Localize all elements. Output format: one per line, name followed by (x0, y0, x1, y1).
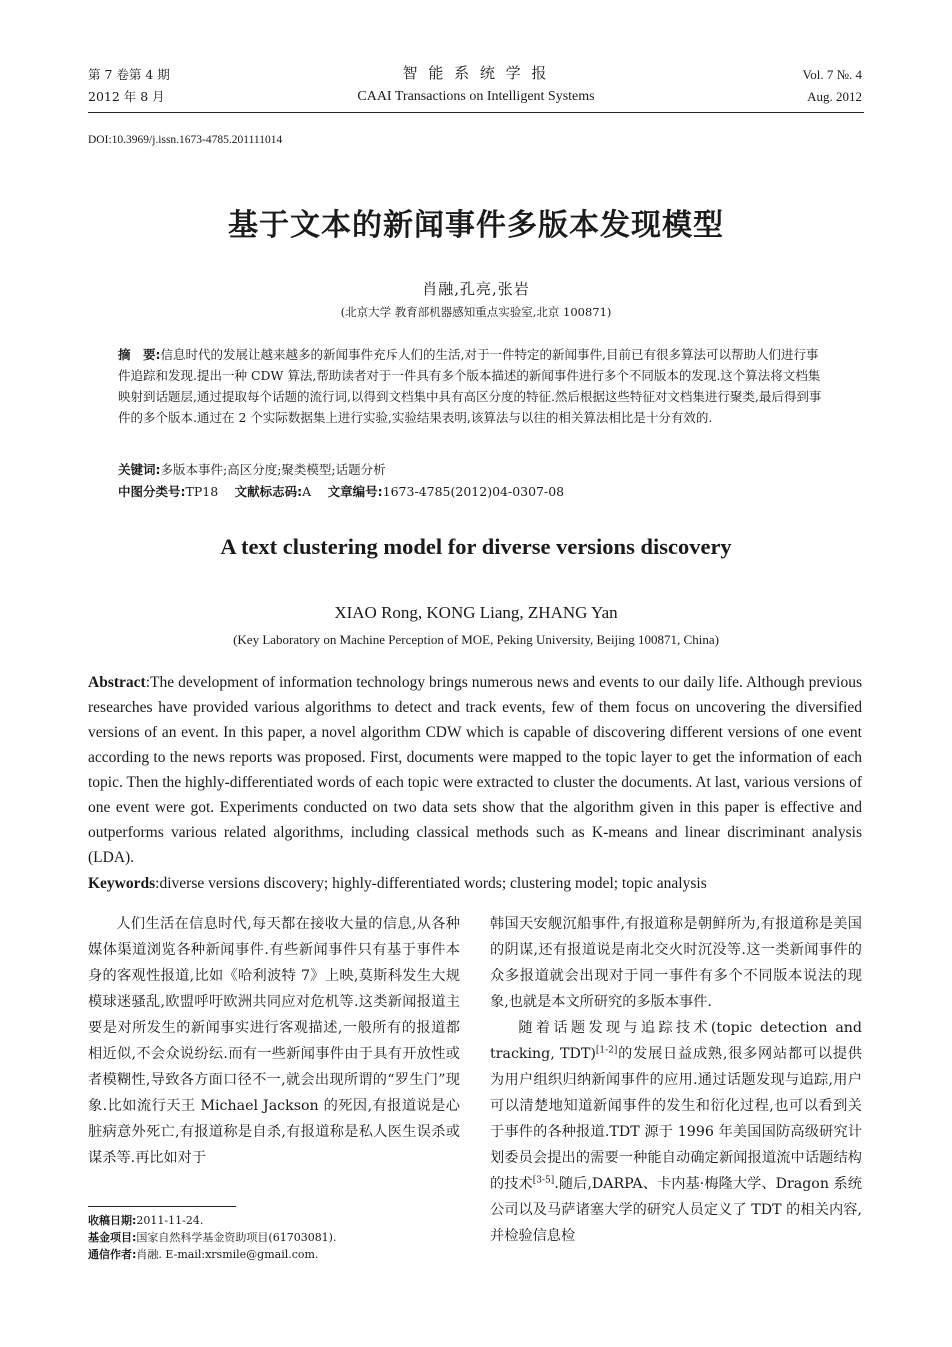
header-volume-en: Vol. 7 №. 4 (802, 67, 862, 82)
footnote-fund: 基金项目:国家自然科学基金资助项目(61703081). (88, 1231, 337, 1244)
body-right-column (490, 911, 862, 1249)
footnote (88, 1212, 468, 1263)
article-label: 文章编号: (327, 484, 383, 499)
header-date-cn: 2012 年 8 月 (88, 89, 165, 104)
keywords-en-text: :diverse versions discovery; highly-differentiated words; clustering model; topic analysis (155, 875, 707, 892)
keywords-en-label: Keywords (88, 875, 156, 892)
keywords-cn-label: 关键词: (118, 462, 161, 477)
header-journal-cn: 智 能 系 统 学 报 (402, 64, 550, 82)
header-rule (88, 112, 864, 113)
header-volume-cn: 第 7 卷第 4 期 (88, 67, 170, 82)
authors-en: XIAO Rong, KONG Liang, ZHANG Yan (334, 603, 618, 622)
citation-ref: [1-2] (595, 1045, 618, 1056)
abstract-cn-label: 摘 要: (118, 347, 161, 362)
abstract-cn (118, 344, 830, 428)
header-journal-en: CAAI Transactions on Intelligent Systems (357, 89, 595, 104)
footnote-rule (88, 1206, 236, 1207)
doi: DOI:10.3969/j.issn.1673-4785.201111014 (88, 134, 283, 146)
abstract-cn-text: 信息时代的发展让越来越多的新闻事件充斥人们的生活,对于一件特定的新闻事件,目前已有很多算法可以帮助人们进行事件追踪和发现.提出一种 CDW 算法,帮助读者对于一件具有多个版本描述的新闻事件进行多个不同版本的发现.这个算法将文档集映射到话题层,通过提取每个话题的流行词,以得到文档集中具有高区分度的特征.然后根据这些特征对文档集进行聚类,最后得到事件的多个版本.通过在 2 个实际数据集上进行实验,实验结果表明,该算法与以往的相关算法相比是十分有效的. (118, 347, 822, 425)
header-date-en: Aug. 2012 (807, 89, 862, 104)
body-paragraph: 人们生活在信息时代,每天都在接收大量的信息,从各种媒体渠道浏览各种新闻事件.有些新闻事件只有基于事件本身的客观性报道,比如《哈利波特 7》上映,莫斯科发生大规模球迷骚乱,欧盟呼吁欧洲共同应对危机等.这类新闻报道主要是对所发生的新闻事实进行客观描述,一般所有的报道都相近似,不会众说纷纭.而有一些新闻事件由于具有开放性或者模糊性,导致各方面口径不一,就会出现所谓的“罗生门”现象.比如流行天王 Michael Jackson 的死因,有报道说是心脏病意外死亡,有报道称是自杀,有报道称是私人医生误杀或谋杀等.再比如对于 (88, 916, 460, 1166)
page-title-cn: 基于文本的新闻事件多版本发现模型 (228, 208, 724, 243)
abstract-en (88, 670, 862, 870)
article-value: 1673-4785(2012)04-0307-08 (382, 484, 565, 499)
citation-ref: [3-5] (532, 1175, 555, 1186)
authors-cn: 肖融,孔亮,张岩 (422, 280, 530, 298)
affiliation-en: (Key Laboratory on Machine Perception of MOE, Peking University, Beijing 100871, China) (233, 632, 719, 647)
footnote-author: 通信作者:肖融. E-mail:xrsmile@gmail.com. (88, 1248, 319, 1261)
footnote-received: 收稿日期:2011-11-24. (88, 1214, 204, 1227)
class-label: 中图分类号: (118, 484, 186, 499)
abstract-en-label: Abstract (88, 674, 146, 691)
keywords-en (88, 871, 862, 896)
doc-value: A (302, 484, 312, 499)
affiliation-cn: (北京大学 教育部机器感知重点实验室,北京 100871) (340, 305, 612, 319)
doc-label: 文献标志码: (234, 484, 303, 499)
body-paragraph: 随着话题发现与追踪技术(topic detection and tracking, TDT)[1-2]的发展日益成熟,很多网站都可以提供为用户组织归纳新闻事件的应用.通过话题发现与追踪,用户可以清楚地知道新闻事件的发生和衍化过程,也可以看到关于事件的各种报道.TDT 源于 1996 年美国国防高级研究计划委员会提出的需要一种能自动确定新闻报道流中话题结构的技术[3-5].随后,DARPA、卡内基·梅隆大学、Dragon 系统公司以及马萨诸塞大学的研究人员定义了 TDT 的相关内容,并检验信息检 (490, 1020, 862, 1244)
keywords-cn-text: 多版本事件;高区分度;聚类模型;话题分析 (160, 462, 386, 477)
body-paragraph: 韩国天安舰沉船事件,有报道称是朝鲜所为,有报道称是美国的阴谋,还有报道说是南北交火时沉没等.这一类新闻事件的众多报道就会出现对于同一事件有多个不同版本说法的现象,也就是本文所研究的多版本事件. (490, 916, 862, 1010)
class-value: TP18 (185, 484, 219, 499)
keywords-cn (118, 459, 830, 480)
page-title-en: A text clustering model for diverse versions discovery (220, 534, 732, 559)
classification-line (118, 481, 830, 502)
abstract-en-text: :The development of information technology brings numerous news and events to our daily life. Although previous researches have provided various algorithms to detect and track events, few of them focus on uncovering the diversified versions of an event. In this paper, a novel algorithm CDW which is capable of discovering different versions of one event according to the news reports was proposed. First, documents were mapped to the topic layer to get the information of each topic. Then the highly-differentiated words of each topic were extracted to cluster the documents. At last, various versions of one event were got. Experiments conducted on two data sets show that the algorithm given in this paper is effective and outperforms various related algorithms, including classical methods such as K-means and linear discriminant analysis (LDA). (88, 674, 862, 866)
body-left-column (88, 911, 460, 1171)
